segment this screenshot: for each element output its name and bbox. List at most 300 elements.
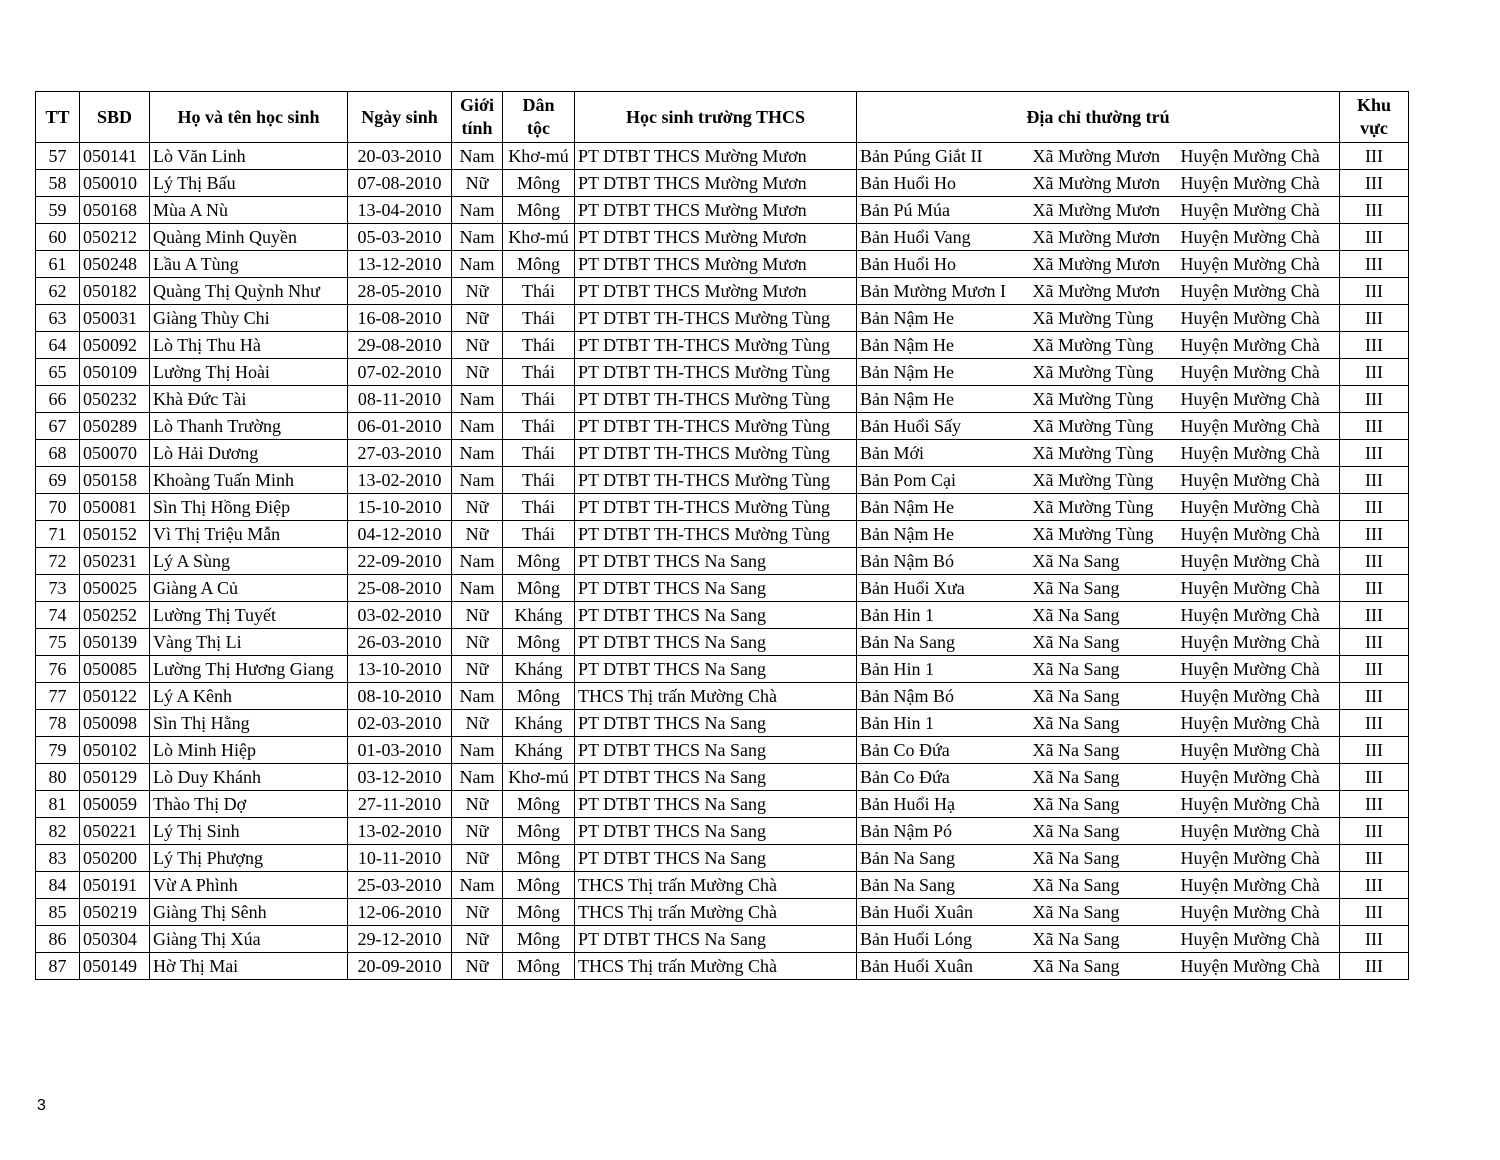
cell-tt: 76: [36, 656, 80, 683]
cell-gender: Nữ: [452, 602, 503, 629]
cell-gender: Nam: [452, 764, 503, 791]
cell-sbd: 050200: [80, 845, 150, 872]
cell-address-commune: Xã Na Sang: [1030, 926, 1178, 953]
cell-sbd: 050139: [80, 629, 150, 656]
cell-region: III: [1340, 737, 1409, 764]
cell-address-village: Bản Nậm He: [857, 305, 1030, 332]
cell-tt: 57: [36, 143, 80, 170]
cell-address-commune: Xã Na Sang: [1030, 764, 1178, 791]
cell-ethnicity: Kháng: [503, 737, 575, 764]
cell-birth-date: 10-11-2010: [348, 845, 452, 872]
cell-birth-date: 20-03-2010: [348, 143, 452, 170]
cell-sbd: 050191: [80, 872, 150, 899]
cell-ethnicity: Thái: [503, 332, 575, 359]
cell-address-district: Huyện Mường Chà: [1178, 602, 1340, 629]
cell-region: III: [1340, 791, 1409, 818]
cell-sbd: 050129: [80, 764, 150, 791]
cell-student-name: Lầu A Tùng: [150, 251, 348, 278]
cell-school: PT DTBT TH-THCS Mường Tùng: [575, 413, 857, 440]
cell-gender: Nam: [452, 251, 503, 278]
cell-birth-date: 07-02-2010: [348, 359, 452, 386]
cell-birth-date: 28-05-2010: [348, 278, 452, 305]
cell-school: THCS Thị trấn Mường Chà: [575, 899, 857, 926]
cell-school: THCS Thị trấn Mường Chà: [575, 683, 857, 710]
cell-ethnicity: Thái: [503, 413, 575, 440]
cell-address-commune: Xã Na Sang: [1030, 791, 1178, 818]
table-header-row: [36, 92, 1409, 143]
cell-address-village: Bản Hin 1: [857, 710, 1030, 737]
cell-tt: 62: [36, 278, 80, 305]
table-row: [36, 629, 1409, 656]
cell-address-commune: Xã Mường Tùng: [1030, 440, 1178, 467]
cell-address-village: Bản Pom Cại: [857, 467, 1030, 494]
cell-address-village: Bản Pú Múa: [857, 197, 1030, 224]
cell-address-district: Huyện Mường Chà: [1178, 170, 1340, 197]
cell-address-commune: Xã Mường Mươn: [1030, 278, 1178, 305]
cell-address-district: Huyện Mường Chà: [1178, 494, 1340, 521]
cell-region: III: [1340, 683, 1409, 710]
header-sbd: SBD: [80, 92, 150, 143]
table-row: [36, 791, 1409, 818]
header-ethnicity: Dân tộc: [503, 92, 575, 143]
cell-student-name: Sìn Thị Hằng: [150, 710, 348, 737]
cell-ethnicity: Mông: [503, 899, 575, 926]
table-row: [36, 548, 1409, 575]
cell-address-village: Bản Huổi Ho: [857, 170, 1030, 197]
table-row: [36, 521, 1409, 548]
cell-address-commune: Xã Mường Tùng: [1030, 305, 1178, 332]
cell-address-village: Bản Nậm He: [857, 359, 1030, 386]
cell-birth-date: 22-09-2010: [348, 548, 452, 575]
cell-region: III: [1340, 197, 1409, 224]
cell-school: PT DTBT THCS Na Sang: [575, 656, 857, 683]
cell-sbd: 050098: [80, 710, 150, 737]
cell-ethnicity: Mông: [503, 791, 575, 818]
cell-ethnicity: Thái: [503, 386, 575, 413]
page-number: 3: [37, 1097, 46, 1114]
cell-region: III: [1340, 332, 1409, 359]
cell-address-commune: Xã Mường Mươn: [1030, 224, 1178, 251]
cell-ethnicity: Thái: [503, 494, 575, 521]
cell-gender: Nữ: [452, 278, 503, 305]
cell-sbd: 050289: [80, 413, 150, 440]
cell-school: PT DTBT THCS Mường Mươn: [575, 224, 857, 251]
cell-ethnicity: Thái: [503, 521, 575, 548]
table-row: [36, 197, 1409, 224]
cell-ethnicity: Mông: [503, 575, 575, 602]
cell-school: PT DTBT THCS Mường Mươn: [575, 278, 857, 305]
cell-sbd: 050025: [80, 575, 150, 602]
cell-address-district: Huyện Mường Chà: [1178, 764, 1340, 791]
cell-birth-date: 13-02-2010: [348, 818, 452, 845]
cell-gender: Nam: [452, 386, 503, 413]
cell-birth-date: 12-06-2010: [348, 899, 452, 926]
cell-region: III: [1340, 467, 1409, 494]
header-school: Học sinh trường THCS: [575, 92, 857, 143]
cell-address-commune: Xã Na Sang: [1030, 899, 1178, 926]
cell-address-village: Bản Mường Mươn I: [857, 278, 1030, 305]
cell-school: PT DTBT THCS Mường Mươn: [575, 251, 857, 278]
cell-school: PT DTBT TH-THCS Mường Tùng: [575, 332, 857, 359]
cell-gender: Nam: [452, 413, 503, 440]
cell-birth-date: 26-03-2010: [348, 629, 452, 656]
cell-sbd: 050102: [80, 737, 150, 764]
cell-gender: Nữ: [452, 521, 503, 548]
cell-ethnicity: Mông: [503, 953, 575, 980]
cell-address-village: Bản Na Sang: [857, 845, 1030, 872]
cell-ethnicity: Mông: [503, 251, 575, 278]
cell-gender: Nữ: [452, 899, 503, 926]
cell-tt: 73: [36, 575, 80, 602]
cell-student-name: Lò Minh Hiệp: [150, 737, 348, 764]
cell-address-commune: Xã Na Sang: [1030, 602, 1178, 629]
cell-school: PT DTBT TH-THCS Mường Tùng: [575, 386, 857, 413]
cell-gender: Nữ: [452, 818, 503, 845]
cell-student-name: Quàng Thị Quỳnh Như: [150, 278, 348, 305]
table-row: [36, 224, 1409, 251]
cell-address-village: Bản Nậm Bó: [857, 548, 1030, 575]
table-row: [36, 278, 1409, 305]
cell-address-district: Huyện Mường Chà: [1178, 197, 1340, 224]
cell-address-district: Huyện Mường Chà: [1178, 143, 1340, 170]
cell-address-commune: Xã Mường Tùng: [1030, 521, 1178, 548]
cell-gender: Nữ: [452, 494, 503, 521]
cell-ethnicity: Mông: [503, 629, 575, 656]
cell-student-name: Lò Hải Dương: [150, 440, 348, 467]
cell-region: III: [1340, 845, 1409, 872]
cell-birth-date: 29-08-2010: [348, 332, 452, 359]
cell-region: III: [1340, 818, 1409, 845]
header-address: Địa chỉ thường trú: [857, 92, 1340, 143]
cell-tt: 69: [36, 467, 80, 494]
cell-ethnicity: Khơ-mú: [503, 224, 575, 251]
cell-region: III: [1340, 224, 1409, 251]
cell-sbd: 050010: [80, 170, 150, 197]
cell-ethnicity: Khơ-mú: [503, 143, 575, 170]
cell-gender: Nam: [452, 467, 503, 494]
cell-student-name: Lý A Sùng: [150, 548, 348, 575]
cell-gender: Nam: [452, 683, 503, 710]
cell-tt: 63: [36, 305, 80, 332]
cell-region: III: [1340, 521, 1409, 548]
table-body: [36, 143, 1409, 980]
cell-birth-date: 15-10-2010: [348, 494, 452, 521]
cell-gender: Nam: [452, 548, 503, 575]
cell-school: PT DTBT THCS Mường Mươn: [575, 170, 857, 197]
cell-address-district: Huyện Mường Chà: [1178, 710, 1340, 737]
cell-region: III: [1340, 629, 1409, 656]
cell-student-name: Giàng A Củ: [150, 575, 348, 602]
cell-ethnicity: Mông: [503, 548, 575, 575]
header-tt: TT: [36, 92, 80, 143]
cell-birth-date: 27-03-2010: [348, 440, 452, 467]
cell-region: III: [1340, 278, 1409, 305]
cell-address-district: Huyện Mường Chà: [1178, 575, 1340, 602]
cell-address-village: Bản Huổi Vang: [857, 224, 1030, 251]
table-row: [36, 575, 1409, 602]
cell-address-village: Bản Nậm Bó: [857, 683, 1030, 710]
cell-address-district: Huyện Mường Chà: [1178, 467, 1340, 494]
cell-student-name: Vàng Thị Li: [150, 629, 348, 656]
cell-school: PT DTBT TH-THCS Mường Tùng: [575, 467, 857, 494]
cell-address-village: Bản Huổi Xưa: [857, 575, 1030, 602]
cell-gender: Nam: [452, 224, 503, 251]
cell-ethnicity: Khơ-mú: [503, 764, 575, 791]
cell-region: III: [1340, 413, 1409, 440]
cell-address-village: Bản Nậm He: [857, 332, 1030, 359]
cell-address-village: Bản Huổi Ho: [857, 251, 1030, 278]
cell-gender: Nữ: [452, 926, 503, 953]
cell-tt: 74: [36, 602, 80, 629]
cell-tt: 61: [36, 251, 80, 278]
cell-sbd: 050122: [80, 683, 150, 710]
cell-region: III: [1340, 143, 1409, 170]
cell-student-name: Lò Thị Thu Hà: [150, 332, 348, 359]
cell-address-district: Huyện Mường Chà: [1178, 413, 1340, 440]
cell-birth-date: 29-12-2010: [348, 926, 452, 953]
cell-address-commune: Xã Mường Tùng: [1030, 467, 1178, 494]
cell-tt: 70: [36, 494, 80, 521]
cell-student-name: Lý A Kênh: [150, 683, 348, 710]
cell-address-district: Huyện Mường Chà: [1178, 548, 1340, 575]
cell-tt: 67: [36, 413, 80, 440]
cell-sbd: 050081: [80, 494, 150, 521]
cell-address-village: Bản Nậm He: [857, 521, 1030, 548]
cell-region: III: [1340, 305, 1409, 332]
cell-address-commune: Xã Na Sang: [1030, 683, 1178, 710]
cell-gender: Nữ: [452, 791, 503, 818]
cell-sbd: 050232: [80, 386, 150, 413]
cell-address-commune: Xã Na Sang: [1030, 845, 1178, 872]
cell-tt: 59: [36, 197, 80, 224]
cell-birth-date: 20-09-2010: [348, 953, 452, 980]
cell-school: THCS Thị trấn Mường Chà: [575, 872, 857, 899]
cell-student-name: Lường Thị Hoài: [150, 359, 348, 386]
cell-sbd: 050221: [80, 818, 150, 845]
cell-school: PT DTBT TH-THCS Mường Tùng: [575, 305, 857, 332]
cell-birth-date: 13-04-2010: [348, 197, 452, 224]
cell-school: PT DTBT THCS Mường Mươn: [575, 197, 857, 224]
cell-region: III: [1340, 170, 1409, 197]
cell-birth-date: 02-03-2010: [348, 710, 452, 737]
cell-sbd: 050031: [80, 305, 150, 332]
cell-address-district: Huyện Mường Chà: [1178, 440, 1340, 467]
cell-region: III: [1340, 548, 1409, 575]
table-row: [36, 737, 1409, 764]
cell-gender: Nam: [452, 143, 503, 170]
cell-address-commune: Xã Na Sang: [1030, 710, 1178, 737]
cell-ethnicity: Thái: [503, 278, 575, 305]
cell-birth-date: 04-12-2010: [348, 521, 452, 548]
cell-gender: Nữ: [452, 305, 503, 332]
header-region: Khu vực: [1340, 92, 1409, 143]
cell-sbd: 050219: [80, 899, 150, 926]
cell-sbd: 050248: [80, 251, 150, 278]
cell-tt: 64: [36, 332, 80, 359]
cell-address-village: Bản Na Sang: [857, 872, 1030, 899]
cell-address-district: Huyện Mường Chà: [1178, 359, 1340, 386]
cell-address-district: Huyện Mường Chà: [1178, 683, 1340, 710]
cell-region: III: [1340, 872, 1409, 899]
cell-gender: Nữ: [452, 629, 503, 656]
cell-student-name: Vì Thị Triệu Mẫn: [150, 521, 348, 548]
cell-sbd: 050182: [80, 278, 150, 305]
cell-address-village: Bản Nậm He: [857, 494, 1030, 521]
table-row: [36, 359, 1409, 386]
cell-address-commune: Xã Na Sang: [1030, 575, 1178, 602]
cell-school: PT DTBT THCS Na Sang: [575, 710, 857, 737]
cell-tt: 85: [36, 899, 80, 926]
cell-ethnicity: Mông: [503, 845, 575, 872]
cell-gender: Nữ: [452, 170, 503, 197]
cell-ethnicity: Kháng: [503, 602, 575, 629]
table-row: [36, 926, 1409, 953]
cell-address-commune: Xã Na Sang: [1030, 656, 1178, 683]
cell-region: III: [1340, 710, 1409, 737]
cell-address-commune: Xã Na Sang: [1030, 737, 1178, 764]
cell-tt: 87: [36, 953, 80, 980]
table-row: [36, 899, 1409, 926]
cell-sbd: 050092: [80, 332, 150, 359]
cell-student-name: Lò Văn Linh: [150, 143, 348, 170]
cell-tt: 82: [36, 818, 80, 845]
cell-student-name: Lý Thị Phượng: [150, 845, 348, 872]
cell-tt: 66: [36, 386, 80, 413]
cell-tt: 58: [36, 170, 80, 197]
cell-gender: Nữ: [452, 953, 503, 980]
cell-address-commune: Xã Mường Tùng: [1030, 494, 1178, 521]
cell-school: PT DTBT THCS Na Sang: [575, 602, 857, 629]
cell-address-district: Huyện Mường Chà: [1178, 899, 1340, 926]
cell-school: PT DTBT THCS Na Sang: [575, 737, 857, 764]
cell-birth-date: 05-03-2010: [348, 224, 452, 251]
cell-tt: 80: [36, 764, 80, 791]
cell-school: PT DTBT THCS Na Sang: [575, 764, 857, 791]
cell-address-commune: Xã Mường Mươn: [1030, 197, 1178, 224]
cell-sbd: 050059: [80, 791, 150, 818]
cell-birth-date: 13-12-2010: [348, 251, 452, 278]
cell-address-district: Huyện Mường Chà: [1178, 629, 1340, 656]
cell-sbd: 050070: [80, 440, 150, 467]
cell-birth-date: 16-08-2010: [348, 305, 452, 332]
table-row: [36, 953, 1409, 980]
cell-student-name: Hờ Thị Mai: [150, 953, 348, 980]
cell-ethnicity: Kháng: [503, 656, 575, 683]
cell-school: PT DTBT TH-THCS Mường Tùng: [575, 359, 857, 386]
cell-birth-date: 07-08-2010: [348, 170, 452, 197]
cell-tt: 81: [36, 791, 80, 818]
cell-address-district: Huyện Mường Chà: [1178, 521, 1340, 548]
cell-address-district: Huyện Mường Chà: [1178, 251, 1340, 278]
cell-birth-date: 03-12-2010: [348, 764, 452, 791]
table-row: [36, 467, 1409, 494]
cell-student-name: Lò Thanh Trường: [150, 413, 348, 440]
cell-sbd: 050109: [80, 359, 150, 386]
cell-ethnicity: Mông: [503, 197, 575, 224]
cell-tt: 83: [36, 845, 80, 872]
cell-tt: 68: [36, 440, 80, 467]
cell-address-village: Bản Huổi Sấy: [857, 413, 1030, 440]
cell-school: PT DTBT THCS Na Sang: [575, 818, 857, 845]
cell-region: III: [1340, 899, 1409, 926]
header-gender: Giới tính: [452, 92, 503, 143]
table-row: [36, 656, 1409, 683]
cell-address-village: Bản Huổi Lóng: [857, 926, 1030, 953]
table-row: [36, 845, 1409, 872]
cell-address-district: Huyện Mường Chà: [1178, 872, 1340, 899]
header-birth-date: Ngày sinh: [348, 92, 452, 143]
cell-gender: Nữ: [452, 845, 503, 872]
cell-student-name: Quàng Minh Quyền: [150, 224, 348, 251]
cell-school: PT DTBT TH-THCS Mường Tùng: [575, 521, 857, 548]
table-row: [36, 602, 1409, 629]
cell-student-name: Lý Thị Bấu: [150, 170, 348, 197]
cell-address-village: Bản Mới: [857, 440, 1030, 467]
table-row: [36, 710, 1409, 737]
cell-school: PT DTBT THCS Na Sang: [575, 548, 857, 575]
table-row: [36, 494, 1409, 521]
cell-sbd: 050304: [80, 926, 150, 953]
cell-region: III: [1340, 575, 1409, 602]
cell-birth-date: 08-11-2010: [348, 386, 452, 413]
cell-sbd: 050085: [80, 656, 150, 683]
cell-address-commune: Xã Na Sang: [1030, 818, 1178, 845]
cell-address-commune: Xã Na Sang: [1030, 629, 1178, 656]
cell-sbd: 050158: [80, 467, 150, 494]
cell-tt: 77: [36, 683, 80, 710]
cell-birth-date: 03-02-2010: [348, 602, 452, 629]
cell-address-commune: Xã Mường Tùng: [1030, 386, 1178, 413]
cell-birth-date: 25-03-2010: [348, 872, 452, 899]
table-row: [36, 332, 1409, 359]
cell-address-village: Bản Púng Giắt II: [857, 143, 1030, 170]
cell-address-village: Bản Co Đứa: [857, 764, 1030, 791]
table-row: [36, 764, 1409, 791]
cell-address-village: Bản Na Sang: [857, 629, 1030, 656]
cell-ethnicity: Mông: [503, 872, 575, 899]
table-row: [36, 386, 1409, 413]
cell-address-commune: Xã Mường Tùng: [1030, 332, 1178, 359]
cell-address-commune: Xã Na Sang: [1030, 872, 1178, 899]
cell-address-commune: Xã Mường Mươn: [1030, 143, 1178, 170]
cell-gender: Nam: [452, 575, 503, 602]
cell-address-district: Huyện Mường Chà: [1178, 305, 1340, 332]
cell-tt: 71: [36, 521, 80, 548]
cell-sbd: 050252: [80, 602, 150, 629]
cell-address-district: Huyện Mường Chà: [1178, 386, 1340, 413]
cell-gender: Nữ: [452, 332, 503, 359]
cell-ethnicity: Thái: [503, 440, 575, 467]
cell-gender: Nữ: [452, 656, 503, 683]
cell-sbd: 050152: [80, 521, 150, 548]
cell-tt: 79: [36, 737, 80, 764]
cell-gender: Nữ: [452, 710, 503, 737]
student-list-table: [35, 91, 1409, 980]
table-row: [36, 170, 1409, 197]
cell-student-name: Giàng Thị Xúa: [150, 926, 348, 953]
cell-sbd: 050168: [80, 197, 150, 224]
cell-tt: 86: [36, 926, 80, 953]
cell-school: PT DTBT THCS Na Sang: [575, 926, 857, 953]
cell-address-district: Huyện Mường Chà: [1178, 278, 1340, 305]
cell-student-name: Vừ A Phình: [150, 872, 348, 899]
cell-address-district: Huyện Mường Chà: [1178, 818, 1340, 845]
cell-school: PT DTBT TH-THCS Mường Tùng: [575, 440, 857, 467]
cell-address-commune: Xã Na Sang: [1030, 953, 1178, 980]
cell-region: III: [1340, 440, 1409, 467]
cell-student-name: Giàng Thị Sênh: [150, 899, 348, 926]
cell-ethnicity: Mông: [503, 683, 575, 710]
